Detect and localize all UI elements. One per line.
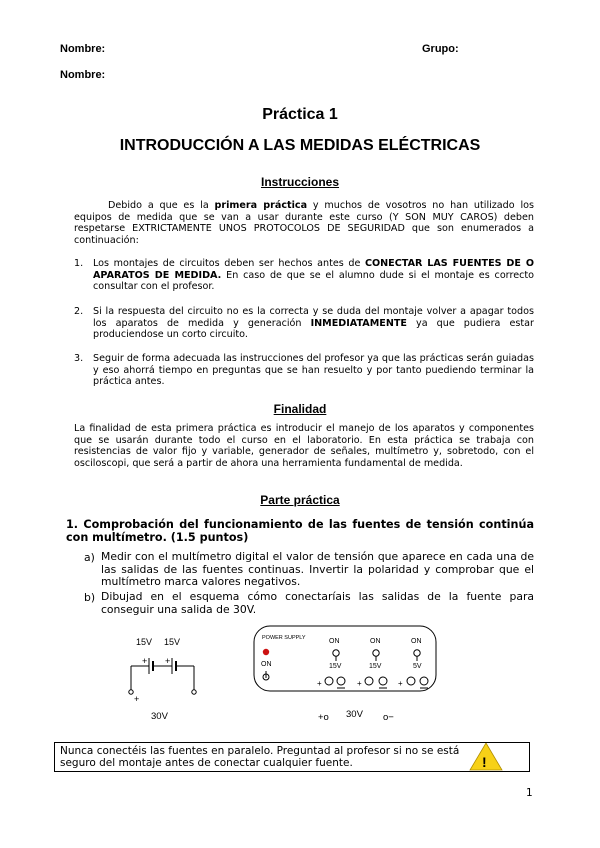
output-plus: + — [134, 694, 140, 704]
list-item-number: 2. — [74, 306, 84, 317]
battery-plus: + — [142, 656, 148, 666]
section-1-title: 1. Comprobación del funcionamiento de las fuentes de tensión continúa con multímetro. (1.5 puntos) — [66, 518, 534, 544]
sub-item-text: Medir con el multímetro digital el valor de tensión que aparece en cada una de las salidas de las fuentes continuas. Invertir la polaridad y comprobar que el multímetro marca valores negativos. — [101, 550, 534, 589]
name-label-2: Nombre: — [60, 69, 106, 81]
channel-voltage: 5V — [413, 663, 422, 670]
terminal-minus — [192, 690, 196, 694]
list-item-number: 1. — [74, 258, 84, 269]
page-number: 1 — [526, 787, 533, 799]
item-bold: INMEDIATAMENTE — [310, 317, 407, 329]
name-label-1: Nombre: — [60, 43, 106, 55]
purpose-heading: Finalidad — [273, 402, 327, 416]
intro-text-a: Debido a que es la — [108, 200, 215, 211]
sub-item-label: b) — [84, 591, 96, 604]
power-led — [263, 649, 269, 655]
knob-icon — [333, 650, 339, 661]
purpose-text: La finalidad de esta primera práctica es introducir el manejo de los aparatos y componentes que se usarán durante todo el curso en el laboratorio. En esta práctica se trabaja con resistencias de valor fijo y variable, generador de señales, multímetro y, sobretodo, con el osciloscopi, que será a partir de ahora una herramienta fundamental de medida. — [74, 423, 534, 469]
terminal-plus-sign: + — [398, 679, 403, 688]
power-switch-icon — [263, 671, 269, 680]
warning-text: Nunca conectéis las fuentes en paralelo. Preguntad al profesor si no se está seguro del montaje antes de conectar cualquier fuente. — [60, 745, 460, 770]
bottom-plus-terminal: +o — [318, 712, 329, 723]
knob-icon — [373, 650, 379, 661]
instructions-heading: Instrucciones — [260, 175, 340, 189]
power-on-label: ON — [261, 661, 272, 668]
sub-item-text: Dibujad en el esquema cómo conectaríais las salidas de la fuente para conseguir una salida de 30V. — [101, 590, 534, 616]
output-terminal — [379, 677, 387, 685]
channel-on-label: ON — [370, 638, 381, 645]
output-terminal — [337, 677, 345, 685]
main-title: INTRODUCCIÓN A LAS MEDIDAS ELÉCTRICAS — [119, 137, 481, 154]
item-text: Seguir de forma adecuada las instrucciones del profesor ya que las prácticas serán guiadas y eso ahorrá tiempo en preguntas que se han resuelto y por tanto puediendo terminar la práctica antes. — [93, 353, 534, 387]
output-terminal — [365, 677, 373, 685]
item-text: Los montajes de circuitos deben ser hechos antes de — [93, 258, 365, 269]
item-bold: CONECTAR LAS FUENTES DE O APARATOS DE MEDIDA. — [93, 258, 534, 281]
battery-plus: + — [165, 656, 171, 666]
group-label: Grupo: — [422, 43, 459, 55]
warning-glyph: ! — [482, 754, 487, 770]
item-text: En caso de que se el alumno dude si el montaje es correcto consultar con el profesor. — [93, 269, 535, 292]
battery-label: 15V — [136, 637, 153, 647]
intro-bold: primera práctica — [214, 200, 308, 211]
terminal-plus-sign: + — [357, 679, 362, 688]
output-terminal — [325, 677, 333, 685]
channel-voltage: 15V — [329, 663, 342, 670]
channel-on-label: ON — [411, 638, 422, 645]
channel-voltage: 15V — [369, 663, 382, 670]
terminal-plus — [129, 690, 133, 694]
sub-item-label: a) — [84, 551, 95, 564]
bottom-minus-terminal: o− — [383, 712, 394, 723]
output-label: 30V — [151, 711, 168, 722]
channel-on-label: ON — [329, 638, 340, 645]
power-supply-label: POWER SUPPLY — [262, 635, 306, 641]
item-text: ya que pudiera estar produciendose un corto circuito. — [93, 317, 534, 340]
item-text: Si la respuesta del circuito no es la correcta y se duda del montaje volver a apagar todos los aparatos de medida y generación — [93, 306, 534, 329]
list-item-number: 3. — [74, 353, 84, 364]
practice-title: Práctica 1 — [262, 106, 338, 123]
output-terminal — [420, 677, 428, 685]
power-supply-panel — [254, 626, 436, 691]
battery-schematic — [129, 637, 196, 722]
battery-label: 15V — [164, 637, 181, 647]
terminal-plus-sign: + — [317, 679, 322, 688]
knob-icon — [414, 650, 420, 661]
output-terminal — [407, 677, 415, 685]
bottom-output-label: 30V — [346, 709, 363, 720]
intro-text-b: y muchos de vosotros no han utilizado los equipos de medida que se van a usar durante este curso (Y SON MUY CAROS) deben respetarse EXTRICTAMENTE UNOS PROTOCOLOS DE SEGURIDAD que son enumerados a continuación: — [74, 200, 535, 246]
practical-heading: Parte práctica — [260, 493, 340, 507]
